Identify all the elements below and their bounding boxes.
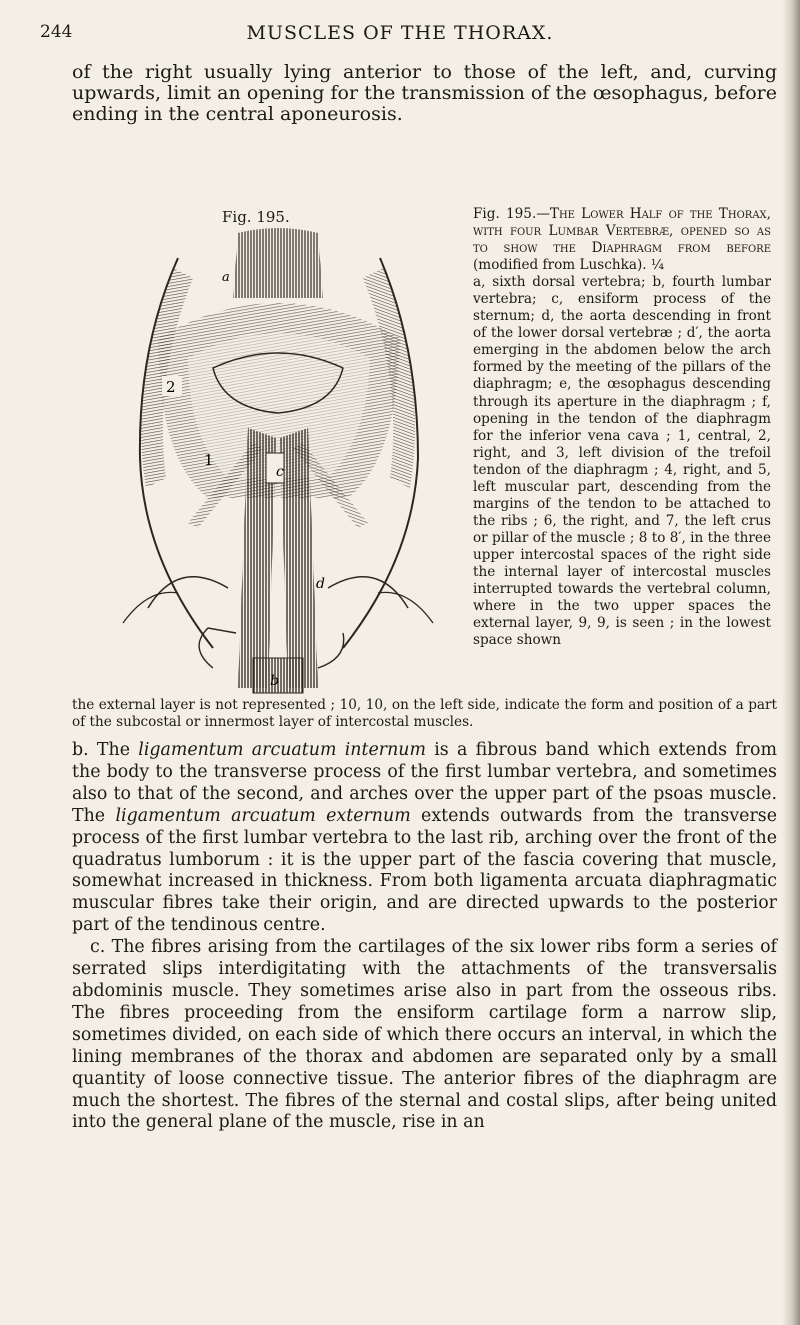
diaphragm-illustration <box>118 228 438 696</box>
figure-label: Fig. 195. <box>222 208 290 226</box>
figure-letter-a: a <box>222 270 230 285</box>
paragraph-b <box>72 740 777 937</box>
figure-letter-d: d <box>316 576 325 592</box>
figure-number-1: 1 <box>204 451 214 469</box>
caption-prefix: Fig. 195.— <box>473 206 550 222</box>
caption-source: (modified from Luschka). <box>473 257 647 274</box>
paragraph-b-mid: is a fibrous band which extends from the body to the transverse process of the first lumbar vertebra, and sometimes also to that of the second, and arches over the upper part of the psoas muscle. The <box>72 740 778 826</box>
figure-letter-b: b <box>270 673 279 689</box>
body-text <box>72 740 777 1134</box>
diaphragm-figure <box>118 228 438 696</box>
opening-paragraph: of the right usually lying anterior to those of the left, and, curving upwards, limit an opening for the transmission of the œsophagus, before ending in the central aponeurosis. <box>72 61 777 125</box>
term-ligamentum-arcuatum-internum: ligamentum arcuatum internum <box>138 740 426 760</box>
paragraph-b-rest: extends outwards from the transverse process of the first lumbar vertebra to the last rib, arching over the front of the quadratus lumborum : it is the upper part of the fascia covering that muscle, somewhat increased in thickness. From both ligamenta arcuata diaphragmatic muscular fibres take their origin, and are directed upwards to the posterior part of the tendinous centre. <box>72 805 777 936</box>
caption-scale: ¼ <box>650 257 665 274</box>
caption-body: a, sixth dorsal vertebra; b, fourth lumbar vertebra; c, ensiform process of the sternum; d, the aorta descending in front of the lower dorsal vertebræ ; d′, the aorta emerging in the abdomen below the arch formed by the meeting of the pillars of the diaphragm; e, the œsophagus descending through its aperture in the diaphragm ; f, opening in the tendon of the diaphragm for the inferior vena cava ; 1, central, 2, right, and 3, left division of the trefoil tendon of the diaphragm ; 4, right, and 5, left muscular part, descending from the margins of the tendon to be attached to the ribs ; 6, the right, and 7, the left crus or pillar of the muscle ; 8 to 8′, in the three upper intercostal spaces of the right side the internal layer of intercostal muscles interrupted towards the vertebral column, where in the two upper spaces the external layer, 9, 9, is seen ; in the lowest space shown <box>473 274 771 649</box>
figure-caption <box>473 206 771 649</box>
caption-title: The Lower Half of the Thorax, with four Lumbar Vertebræ, opened so as to show the Diaphragm from before <box>473 206 771 257</box>
caption-continuation: the external layer is not represented ; 10, 10, on the left side, indicate the form and position of a part of the subcostal or innermost layer of intercostal muscles. <box>72 697 777 730</box>
page-edge-shadow <box>782 0 800 1325</box>
page-header <box>40 22 760 52</box>
term-ligamentum-arcuatum-externum: ligamentum arcuatum externum <box>115 805 411 826</box>
paragraph-b-lead: b. The <box>72 740 139 760</box>
figure-number-2: 2 <box>166 378 176 396</box>
running-head: MUSCLES OF THE THORAX. <box>246 22 554 44</box>
figure-letter-c: c <box>276 464 284 480</box>
paragraph-c: c. The fibres arising from the cartilages of the six lower ribs form a series of serrated slips interdigitating with the attachments of the transversalis abdominis muscle. They sometimes arise also in part from the osseous ribs. The fibres proceeding from the ensiform cartilage form a narrow slip, sometimes divided, on each side of which there occurs an interval, in which the lining membranes of the thorax and abdomen are separated only by a small quantity of loose connective tissue. The anterior fibres of the diaphragm are much the shortest. The fibres of the sternal and costal slips, after being united into the general plane of the muscle, rise in an <box>72 937 777 1133</box>
page-number: 244 <box>40 22 73 42</box>
